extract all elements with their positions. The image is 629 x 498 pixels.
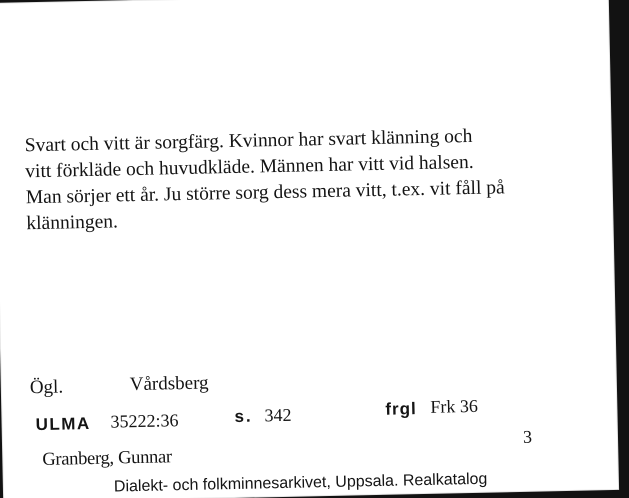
page-label: s. [234, 406, 253, 426]
body-line: Man sörjer ett år. Ju större sorg dess mera vitt, t.ex. vit fåll på [25, 177, 505, 209]
questionnaire-value: Frk 36 [430, 395, 479, 417]
parish-label: Ögl. [29, 376, 64, 399]
ulma-label: ULMA [35, 413, 91, 435]
ulma-number: 35222:36 [110, 410, 179, 432]
card-body-text [24, 121, 596, 237]
recorder-name: Granberg, Gunnar [42, 447, 172, 471]
archive-footer: Dialekt- och folkminnesarkivet, Uppsala. Realkatalog [113, 470, 488, 496]
page-number: 342 [264, 404, 292, 426]
parish-value: Vårdsberg [129, 372, 209, 396]
card-number: 3 [522, 426, 533, 447]
body-line: vitt förkläde och huvudkläde. Männen har vitt vid halsen. [25, 151, 474, 183]
body-line: klänningen. [26, 211, 119, 235]
questionnaire-label: frgl [385, 399, 417, 419]
body-line: Svart och vitt är sorgfärg. Kvinnor har svart klänning och [24, 125, 473, 157]
